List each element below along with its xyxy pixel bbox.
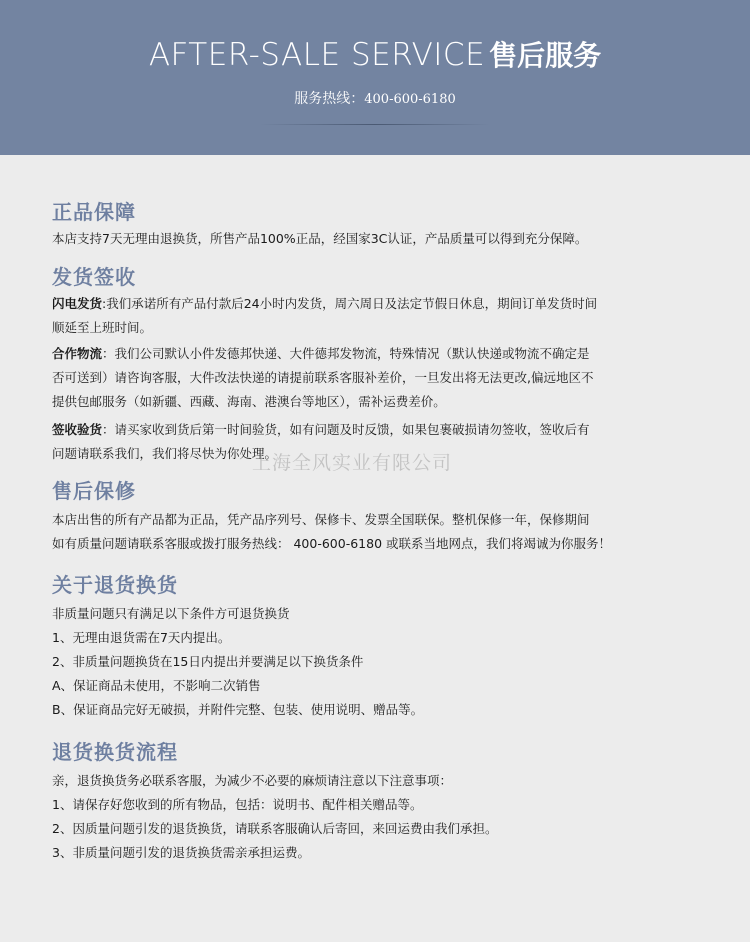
logistics-label: 合作物流 bbox=[52, 346, 103, 361]
shipping-sign-line2: 问题请联系我们，我们将尽快为你处理。 bbox=[52, 446, 278, 461]
flash-delivery-label: 闪电发货 bbox=[52, 296, 103, 311]
process-line1: 亲，退货换货务必联系客服，为减少不必要的麻烦请注意以下注意事项： bbox=[52, 773, 453, 788]
section-title-process: 退货换货流程 bbox=[52, 740, 178, 764]
section-title-genuine: 正品保障 bbox=[52, 200, 136, 224]
returns-line3: 2、非质量问题换货在15日内提出并要满足以下换货条件 bbox=[52, 654, 364, 669]
hotline-number: 400-600-6180 bbox=[364, 92, 456, 107]
shipping-flash-line2: 顺延至上班时间。 bbox=[52, 320, 153, 335]
process-line3: 2、因质量问题引发的退货换货，请联系客服确认后寄回，来回运费由我们承担。 bbox=[52, 821, 498, 836]
returns-line4: A、保证商品未使用，不影响二次销售 bbox=[52, 678, 261, 693]
shipping-flash-line1 bbox=[52, 292, 712, 316]
process-line2: 1、请保存好您收到的所有物品，包括：说明书、配件相关赠品等。 bbox=[52, 797, 423, 812]
section-title-returns: 关于退货换货 bbox=[52, 573, 178, 597]
header-divider bbox=[260, 124, 490, 125]
page-title bbox=[0, 34, 750, 74]
returns-line2: 1、无理由退货需在7天内提出。 bbox=[52, 630, 231, 645]
genuine-text: 本店支持7天无理由退换货，所售产品100%正品，经国家3C认证，产品质量可以得到充分保障。 bbox=[52, 231, 588, 246]
shipping-sign-line1 bbox=[52, 418, 712, 442]
header-banner bbox=[0, 0, 750, 155]
logistics-text: ：我们公司默认小件发德邦快递、大件德邦发物流，特殊情况（默认快递或物流不确定是 bbox=[102, 346, 590, 361]
sign-inspect-label: 签收验货 bbox=[52, 422, 103, 437]
warranty-line2: 如有质量问题请联系客服或拨打服务热线： 400-600-6180 或联系当地网点，我们将竭诚为你服务！ bbox=[52, 536, 611, 551]
shipping-logistics-line1 bbox=[52, 342, 712, 366]
title-english: AFTER-SALE SERVICE bbox=[148, 37, 486, 73]
process-line4: 3、非质量问题引发的退货换货需亲承担运费。 bbox=[52, 845, 310, 860]
shipping-logistics-line3: 提供包邮服务（如新疆、西藏、海南、港澳台等地区），需补运费差价。 bbox=[52, 394, 446, 409]
section-title-shipping: 发货签收 bbox=[52, 265, 136, 289]
hotline-label: 服务热线： bbox=[294, 91, 365, 107]
warranty-line1: 本店出售的所有产品都为正品，凭产品序列号、保修卡、发票全国联保。整机保修一年，保修期间 bbox=[52, 512, 590, 527]
title-chinese: 售后服务 bbox=[489, 39, 602, 72]
shipping-logistics-line2: 否可送到）请咨询客服，大件改法快递的请提前联系客服补差价，一旦发出将无法更改,偏远地区不 bbox=[52, 370, 594, 385]
company-watermark: 上海全风实业有限公司 bbox=[252, 452, 453, 474]
sign-inspect-text: ：请买家收到货后第一时间验货，如有问题及时反馈，如果包裹破损请勿签收，签收后有 bbox=[102, 422, 590, 437]
returns-line1: 非质量问题只有满足以下条件方可退货换货 bbox=[52, 606, 290, 621]
section-title-warranty: 售后保修 bbox=[52, 479, 136, 503]
flash-delivery-text: :我们承诺所有产品付款后24小时内发货，周六周日及法定节假日休息，期间订单发货时间 bbox=[102, 296, 598, 311]
returns-line5: B、保证商品完好无破损，并附件完整、包装、使用说明、赠品等。 bbox=[52, 702, 424, 717]
hotline bbox=[0, 88, 750, 108]
